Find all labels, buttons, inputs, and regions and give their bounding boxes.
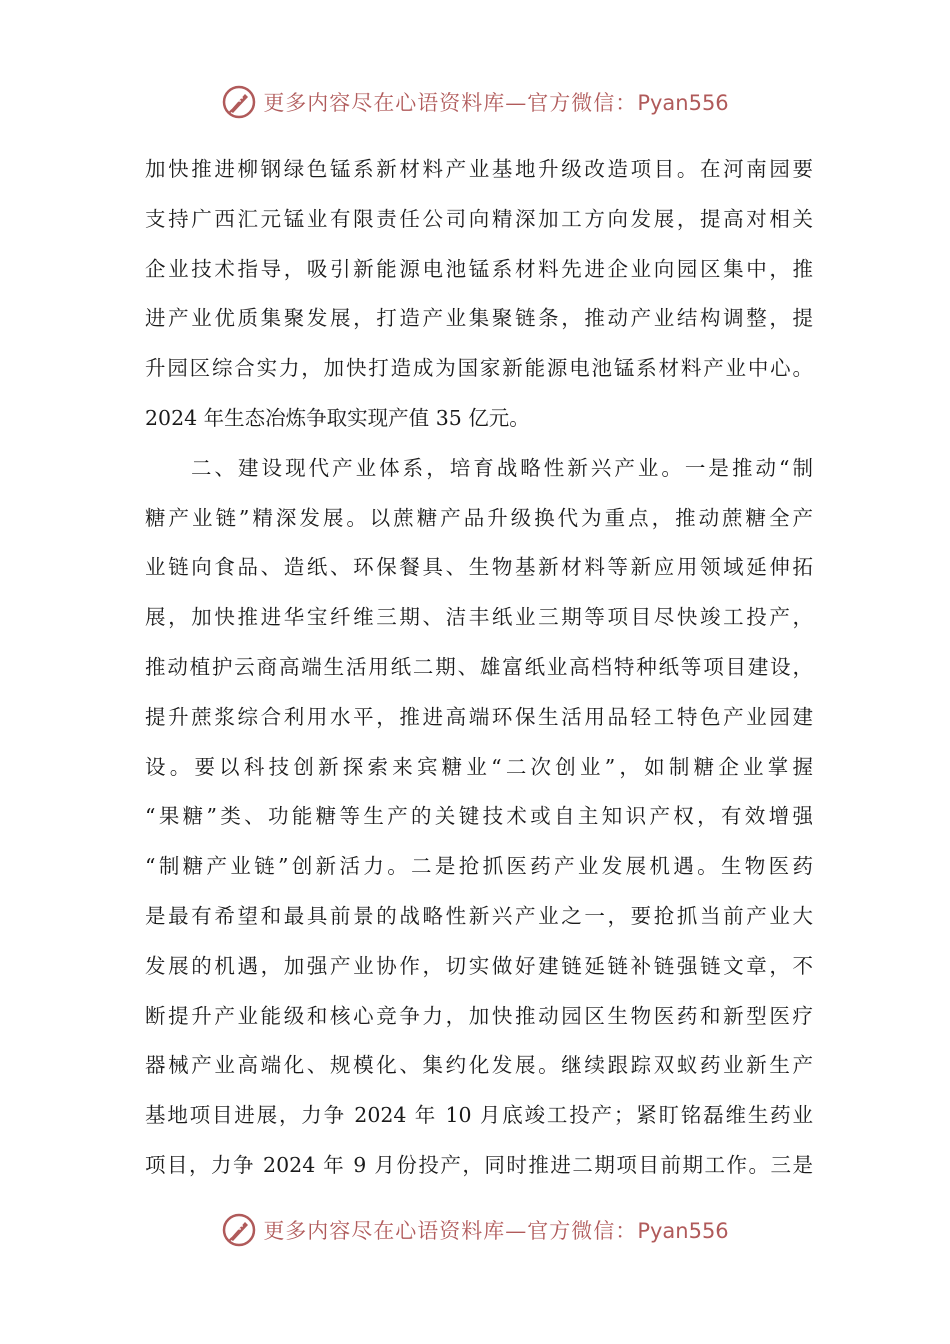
body-line: 项目，力争 2024 年 9 月份投产，同时推进二期项目前期工作。三是 (145, 1152, 813, 1177)
body-line: 升园区综合实力，加快打造成为国家新能源电池锰系材料产业中心。 (145, 356, 813, 381)
body-line: 器械产业高端化、规模化、集约化发展。继续跟踪双蚁药业新生产 (145, 1053, 813, 1078)
body-line: 展，加快推进华宝纤维三期、洁丰纸业三期等项目尽快竣工投产， (145, 605, 813, 630)
body-line: 基地项目进展，力争 2024 年 10 月底竣工投产；紧盯铭磊维生药业 (145, 1103, 813, 1128)
header-watermark-text: 更多内容尽在心语资料库—官方微信：Pyan556 (263, 91, 729, 115)
body-line: 推动植护云商高端生活用纸二期、雄富纸业高档特种纸等项目建设， (145, 654, 813, 679)
body-line: 断提升产业能级和核心竞争力，加快推动园区生物医药和新型医疗 (145, 1003, 813, 1028)
body-line: 发展的机遇，加强产业协作，切实做好建链延链补链强链文章，不 (145, 953, 813, 978)
body-line: 设。要以科技创新探索来宾糖业“二次创业”，如制糖企业掌握 (145, 754, 813, 779)
body-line: “制糖产业链”创新活力。二是抢抓医药产业发展机遇。生物医药 (145, 854, 813, 879)
document-body (145, 145, 813, 1191)
body-line: 业链向食品、造纸、环保餐具、生物基新材料等新应用领域延伸拓 (145, 555, 813, 580)
header-watermark-banner (0, 80, 950, 124)
quill-logo-icon (221, 84, 257, 120)
footer-watermark-text: 更多内容尽在心语资料库—官方微信：Pyan556 (263, 1219, 729, 1243)
body-line: 进产业优质集聚发展，打造产业集聚链条，推动产业结构调整，提 (145, 306, 813, 331)
body-line: 支持广西汇元锰业有限责任公司向精深加工方向发展，提高对相关 (145, 206, 813, 231)
body-line: “果糖”类、功能糖等生产的关键技术或自主知识产权，有效增强 (145, 804, 813, 829)
body-line: 加快推进柳钢绿色锰系新材料产业基地升级改造项目。在河南园要 (145, 157, 813, 181)
footer-watermark-banner (0, 1208, 950, 1252)
body-line: 是最有希望和最具前景的战略性新兴产业之一，要抢抓当前产业大 (145, 903, 813, 928)
body-line: 企业技术指导，吸引新能源电池锰系材料先进企业向园区集中，推 (145, 256, 813, 281)
quill-logo-icon (221, 1212, 257, 1248)
body-line: 2024 年生态冶炼争取实现产值 35 亿元。 (145, 405, 530, 430)
body-line: 糖产业链”精深发展。以蔗糖产品升级换代为重点，推动蔗糖全产 (145, 505, 813, 530)
paragraph-start-line: 二、建设现代产业体系，培育战略性新兴产业。一是推动“制 (191, 455, 813, 480)
body-line: 提升蔗浆综合利用水平，推进高端环保生活用品轻工特色产业园建 (145, 704, 813, 729)
